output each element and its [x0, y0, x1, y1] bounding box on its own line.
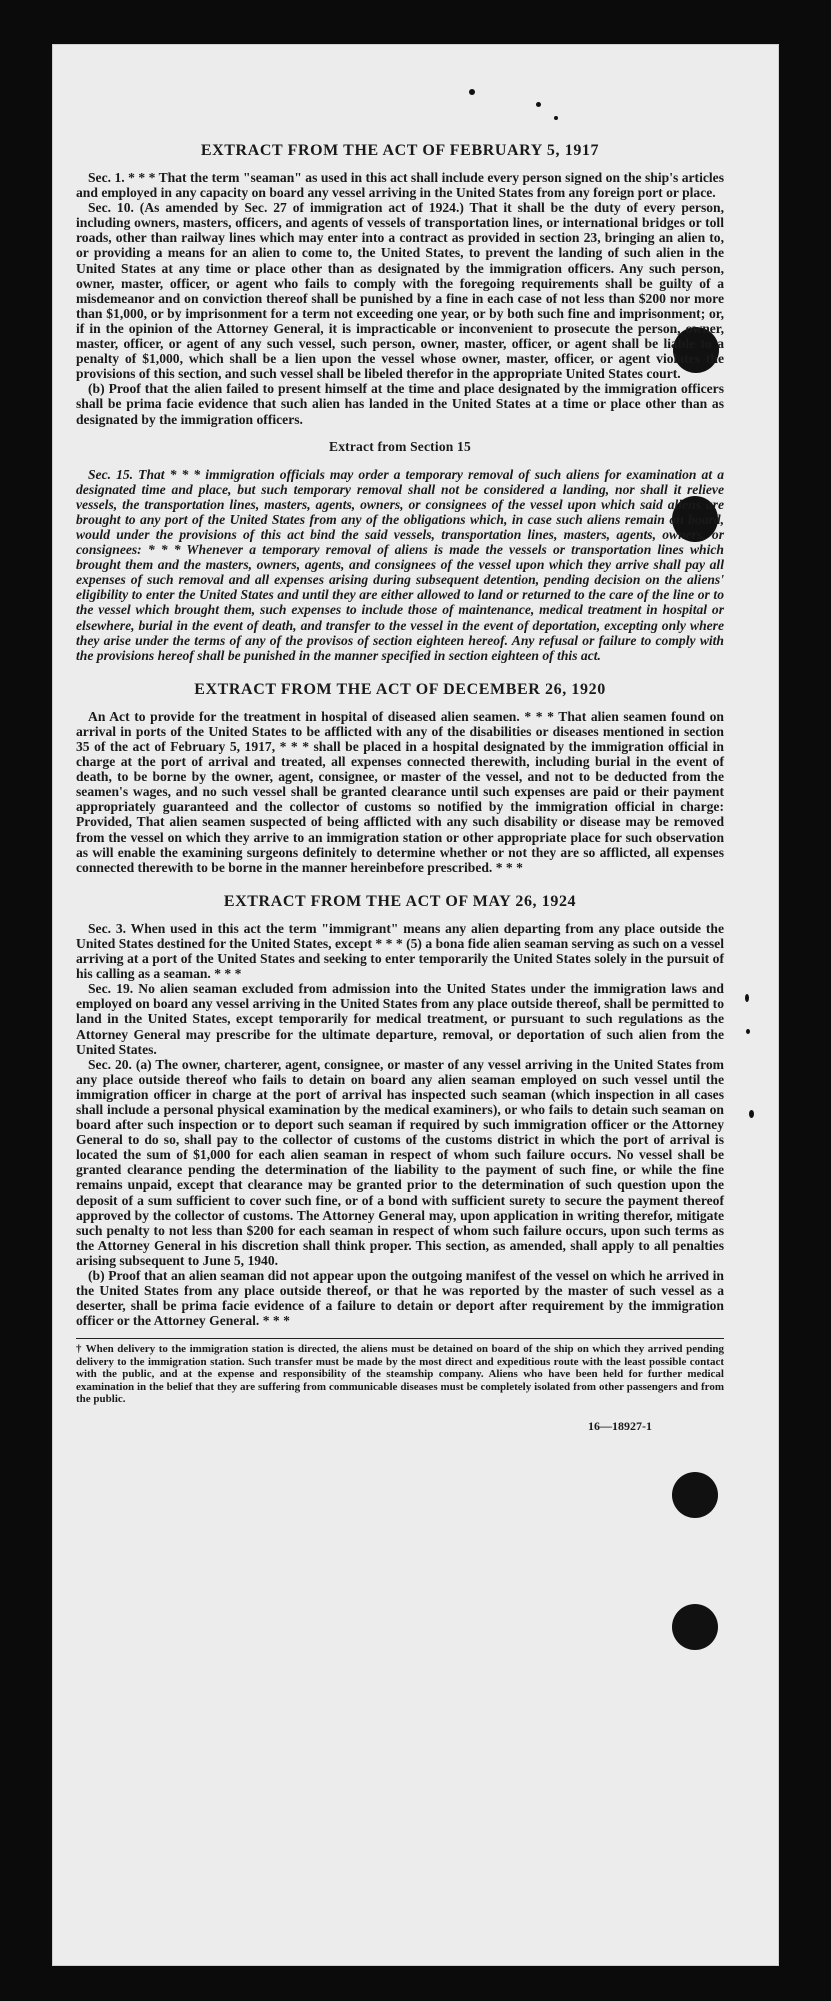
speck-mark	[469, 89, 475, 95]
punch-hole-mark	[672, 1472, 718, 1518]
section-3-paragraph: Sec. 3. When used in this act the term "immigrant" means any alien departing from any place outside the United States destined for the United States, except * * * (5) a bona fide alien seaman serving as such on a vessel arriving at a port of the United States and seeking to enter temporarily the United States solely in the pursuit of his calling as a seaman. * * *	[76, 920, 724, 982]
footnote-divider	[76, 1338, 724, 1339]
section-10-paragraph: Sec. 10. (As amended by Sec. 27 of immigration act of 1924.) That it shall be the duty of every person, including owners, masters, officers, and agents of vessels of transportation lines, or international bridges or toll roads, other than railway lines which may enter into a contract as provided in section 23, bringing an alien to, or providing a means for an alien to come to, the United States, to prevent the landing of such alien in the United States at any time or place other than as designated by the immigration officers. Any such person, owner, master, officer, or agent who fails to comply with the foregoing requirements shall be guilty of a misdemeanor and on conviction thereof shall be punished by a fine in each case of not less than $200 nor more than $1,000, or by imprisonment for a term not exceeding one year, or by both such fine and imprisonment; or, if in the opinion of the Attorney General, it is impracticable or inconvenient to prosecute the person, owner, master, officer, or agent of any such vessel, such person, owner, master, officer, or agent shall be liable to a penalty of $1,000, which shall be a lien upon the vessel whose owner, master, officer, or agent violates the provisions of this section, and such vessel shall be libeled therefor in the appropriate United States court.	[76, 200, 724, 382]
heading-section-15: Extract from Section 15	[329, 438, 471, 454]
section-10b-paragraph: (b) Proof that the alien failed to present himself at the time and place designated by the immigration officers shall be prima facie evidence that such alien has landed in the United States at a time or place other than as designated by the immigration officers.	[76, 381, 724, 427]
act-1920-paragraph: An Act to provide for the treatment in hospital of diseased alien seamen. * * * That alien seamen found on arrival in ports of the United States to be afflicted with any of the disabilities or diseases mentioned in section 35 of the act of February 5, 1917, * * * shall be placed in a hospital designated by the immigration official in charge at the port of arrival and treated, all expenses connected therewith, including burial in the event of death, to be borne by the owner, agent, consignee, or master of the vessel, and not to be deducted from the seamen's wages, and no such vessel shall be granted clearance until such expenses are paid or their payment appropriately guaranteed and the collector of customs so notified by the immigration official in charge: Provided, That alien seamen suspected of being afflicted with any such disability or disease may be removed from the vessel on which they arrive to an immigration station or other appropriate place for such observation as will enable the examining surgeons definitely to determine whether or not they are so afflicted, all expenses connected therewith to be borne in the manner hereinbefore prescribed. * * *	[76, 708, 724, 875]
section-15-paragraph: Sec. 15. That * * * immigration officials may order a temporary removal of such aliens for examination at a designated time and place, but such temporary removal shall not be considered a landing, nor shall it relieve vessels, the transportation lines, masters, agents, owners, or consignees of the vessel upon which said aliens are brought to any port of the United States from any of the obligations which, in case such aliens remain on board, would under the provisions of this act bind the said vessels, transportation lines, masters, agents, owners, or consignees: * * * Whenever a temporary removal of aliens is made the vessels or transportation lines which brought them and the masters, owners, agents, and consignees of the vessel upon which they arrive shall pay all expenses of such removal and all expenses arising during subsequent detention, pending decision on the aliens' eligibility to enter the United States and until they are either allowed to land or returned to the care of the line or to the vessel which brought them, such expenses to include those of maintenance, medical treatment in hospital or elsewhere, burial in the event of death, and transfer to the vessel in the event of deportation, excepting only where they arise under the terms of any of the provisos of section eighteen hereof. Any refusal or failure to comply with the provisions hereof shall be punished in the manner specified in section eighteen of this act.	[76, 466, 724, 663]
section-20a-paragraph: Sec. 20. (a) The owner, charterer, agent, consignee, or master of any vessel arriving in the United States from any place outside thereof who fails to detain on board any alien seaman employed on such vessel until the immigration officer in charge at the port of arrival has inspected such seaman (which inspection in all cases shall include a personal physical examination by the medical examiners), or who fails to detain such seaman on board after such inspection or to deport such seaman if required by such immigration officer or the Attorney General to do so, shall pay to the collector of customs of the customs district in which the port of arrival is located the sum of $1,000 for each alien seaman in respect of whom such failure occurs. No vessel shall be granted clearance pending the determination of the liability to the payment of such fine, or while the fine remains unpaid, except that clearance may be granted prior to the determination of such question upon the deposit of a sum sufficient to cover such fine, or of a bond with sufficient surety to secure the payment thereof approved by the collector of customs. The Attorney General may, upon application in writing therefor, mitigate such penalty to not less than $200 for each seaman in respect of whom such failure occurs, upon such terms as the Attorney General in his discretion shall think proper. This section, as amended, shall apply to all penalties arising subsequent to June 5, 1940.	[76, 1056, 724, 1268]
speck-mark	[745, 994, 749, 1002]
punch-hole-mark	[672, 1604, 718, 1650]
section-19-paragraph: Sec. 19. No alien seaman excluded from admission into the United States under the immigration laws and employed on board any vessel arriving in the United States from any place outside thereof, shall be permitted to land in the United States, except temporarily for medical treatment, or pursuant to such regulations as the Attorney General may prescribe for the ultimate departure, removal, or deportation of such alien from the United States.	[76, 981, 724, 1057]
speck-mark	[746, 1029, 750, 1034]
heading-act-1924: EXTRACT FROM THE ACT OF MAY 26, 1924	[223, 892, 577, 910]
footnote: † When delivery to the immigration station is directed, the aliens must be detained on board of the ship on which they arrived pending delivery to the immigration station. Such transfer must be made by the most direct and expeditious route with the least possible contact with the public, and at the expense and responsibility of the steamship company. Aliens who have been held for further medical examination in the belief that they are suffering from communicable diseases must be completely isolated from other passengers and from the public.	[76, 1343, 724, 1405]
heading-act-1920: EXTRACT FROM THE ACT OF DECEMBER 26, 1920	[194, 680, 606, 698]
document-body	[76, 142, 724, 1434]
heading-act-1917: EXTRACT FROM THE ACT OF FEBRUARY 5, 1917	[200, 142, 600, 159]
section-20b-paragraph: (b) Proof that an alien seaman did not appear upon the outgoing manifest of the vessel on which he arrived in the United States from any place outside thereof, or that he was reported by the master of such vessel as a deserter, shall be prima facie evidence of a failure to detain or deport after requirement by the immigration officer or the Attorney General. * * *	[76, 1268, 724, 1329]
form-number: 16—18927-1	[588, 1419, 652, 1434]
section-1-paragraph: Sec. 1. * * * That the term "seaman" as used in this act shall include every person signed on the ship's articles and employed in any capacity on board any vessel arriving in the United States from any foreign port or place.	[76, 170, 724, 201]
speck-mark	[554, 116, 558, 120]
speck-mark	[749, 1110, 754, 1118]
speck-mark	[536, 102, 541, 107]
